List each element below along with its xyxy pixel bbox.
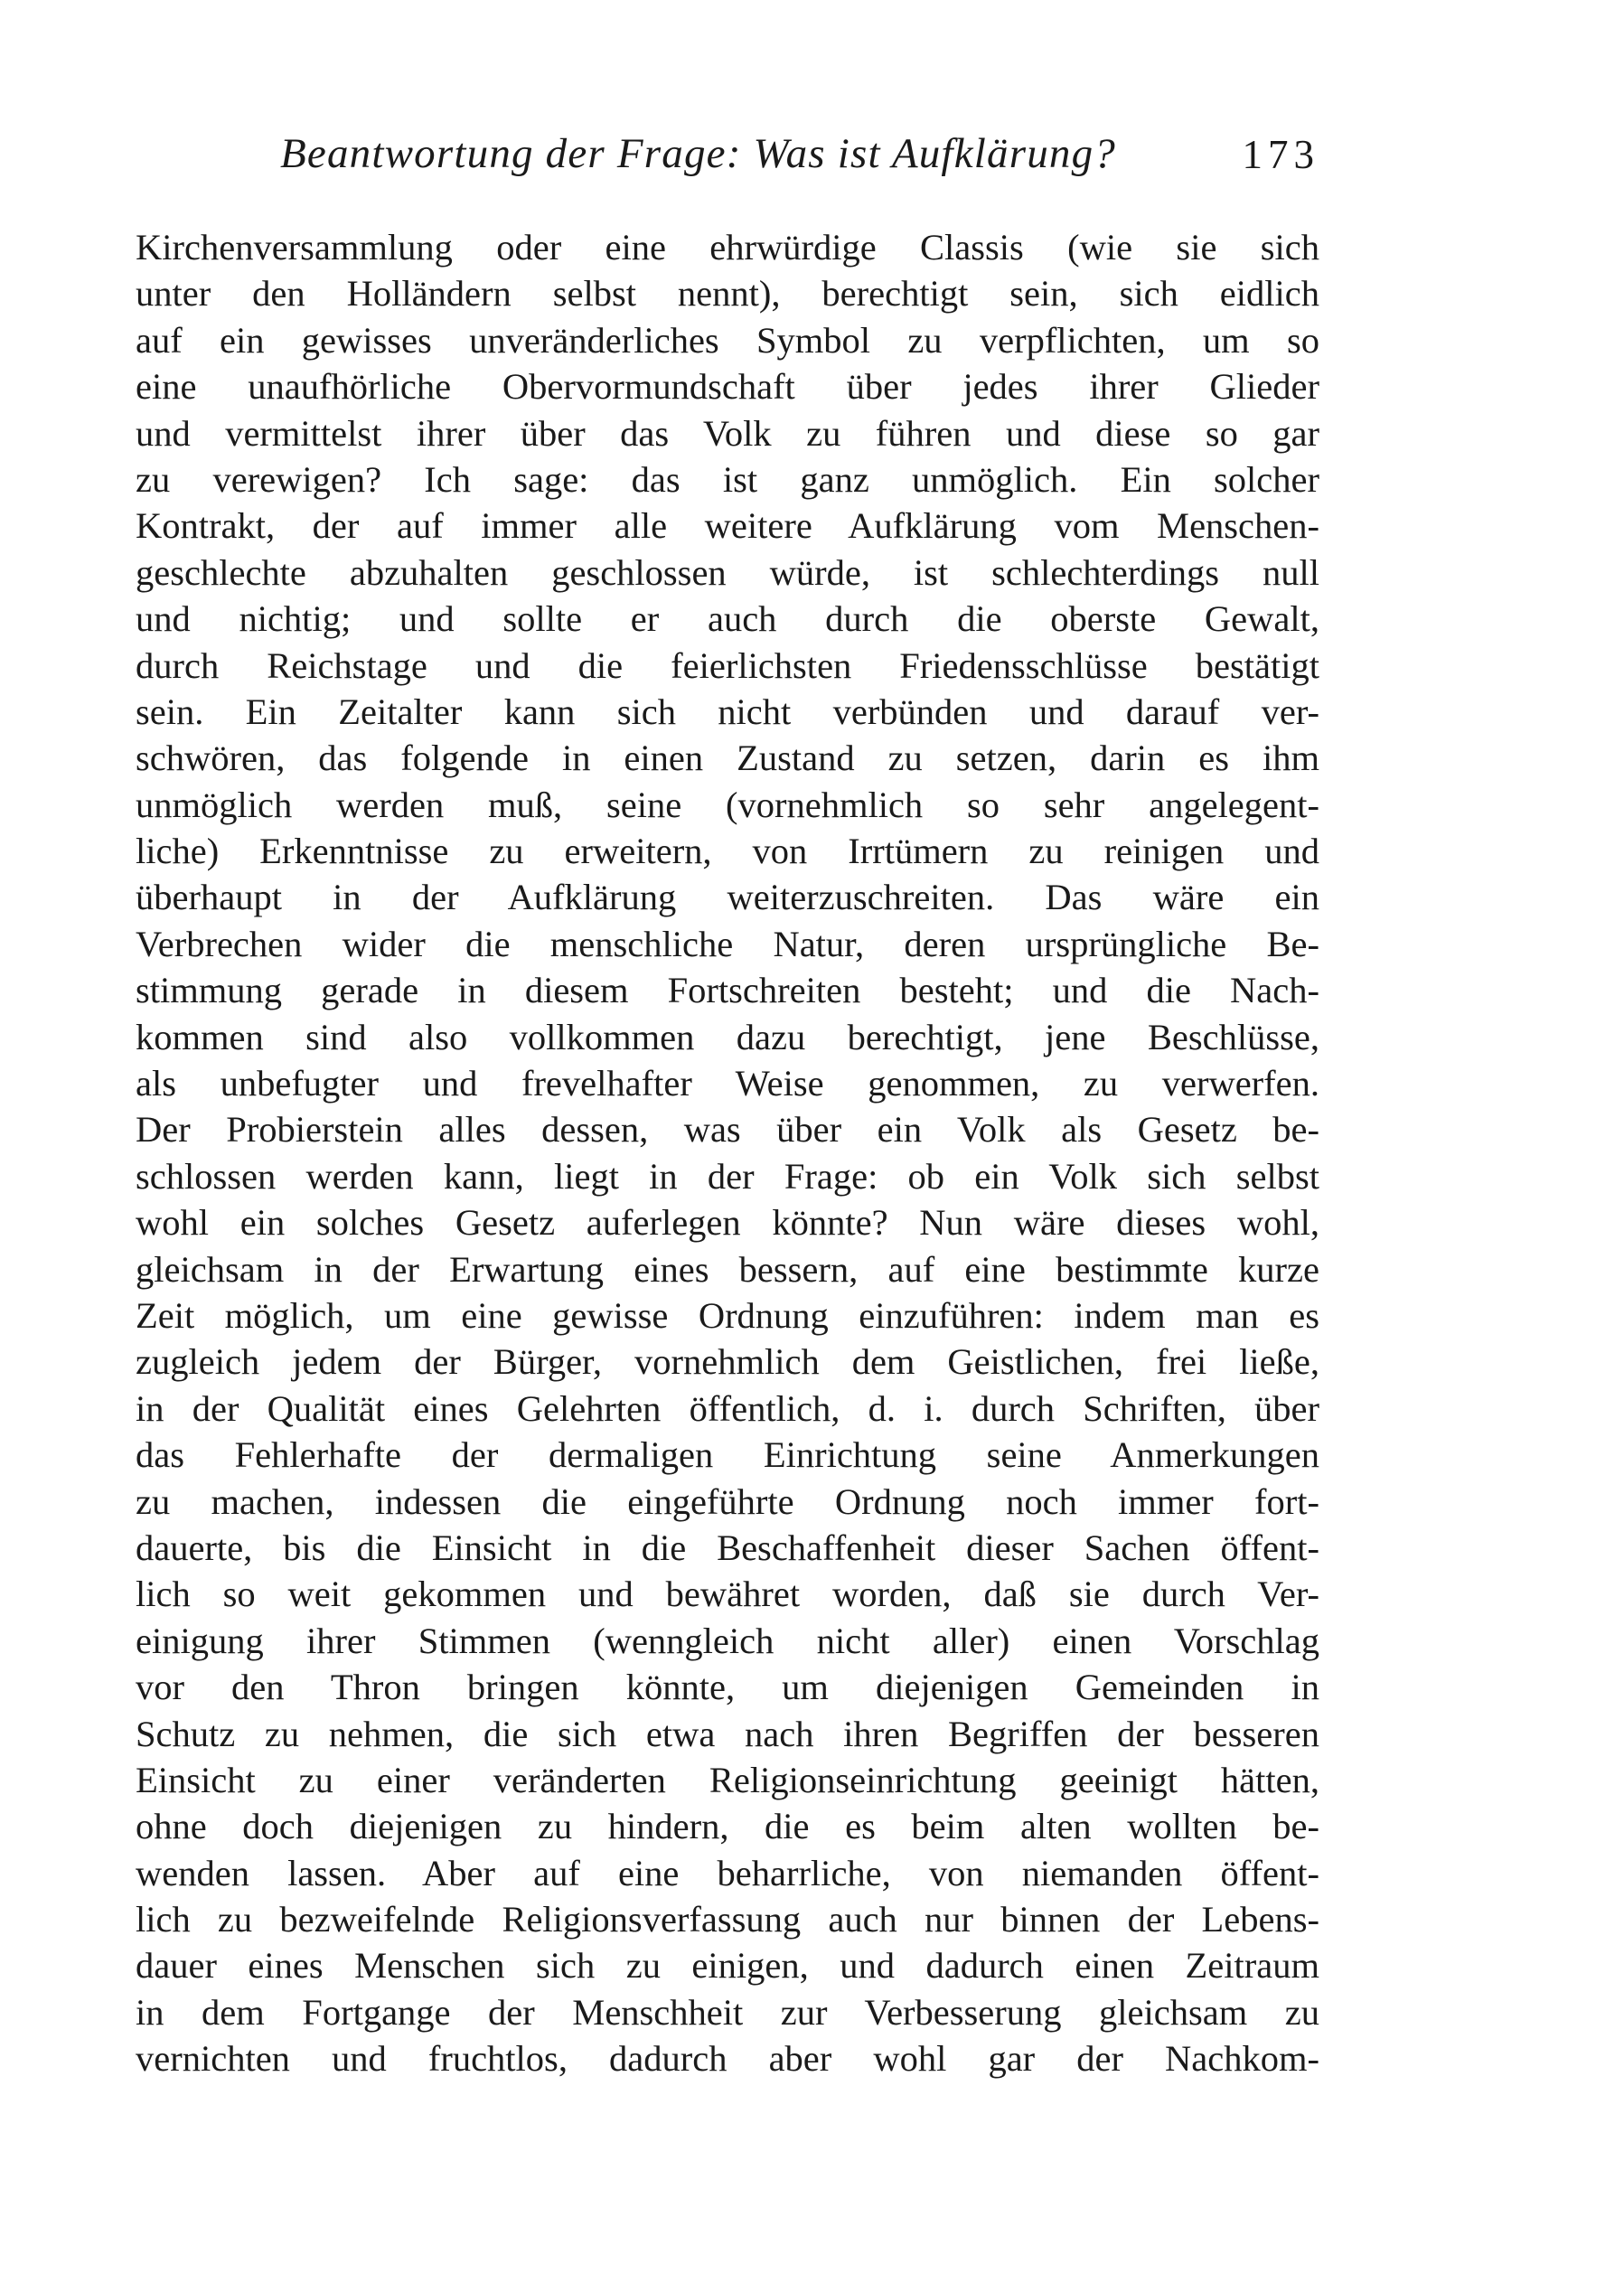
text-line: vor den Thron bringen könnte, um diejenigen Gemeinden in [136, 1667, 1319, 1708]
text-line: das Fehlerhafte der dermaligen Einrichtung seine Anmerkungen [136, 1434, 1319, 1476]
text-line: Kirchenversammlung oder eine ehrwürdige Classis (wie sie sich [136, 227, 1319, 268]
running-title: Beantwortung der Frage: Was ist Aufklärung? [280, 130, 1117, 177]
text-line: in der Qualität eines Gelehrten öffentlich, d. i. durch Schriften, über [136, 1387, 1319, 1429]
text-line: als unbefugter und frevelhafter Weise genommen, zu verwerfen. [136, 1063, 1319, 1104]
text-line: zugleich jedem der Bürger, vornehmlich dem Geistlichen, frei ließe, [136, 1341, 1319, 1383]
text-line: und nichtig; und sollte er auch durch die oberste Gewalt, [136, 598, 1319, 640]
text-line: Zeit möglich, um eine gewisse Ordnung einzuführen: indem man es [136, 1294, 1319, 1336]
text-line: Der Probierstein alles dessen, was über ein Volk als Gesetz be- [136, 1109, 1319, 1151]
text-line: kommen sind also vollkommen dazu berechtigt, jene Beschlüsse, [136, 1016, 1319, 1057]
text-line: unmöglich werden muß, seine (vornehmlich so sehr angelegent- [136, 784, 1319, 825]
text-line: liche) Erkenntnisse zu erweitern, von Irrtümern zu reinigen und [136, 831, 1319, 872]
text-line: dauer eines Menschen sich zu einigen, und dadurch einen Zeitraum [136, 1945, 1319, 1987]
text-line: Einsicht zu einer veränderten Religionseinrichtung geeinigt hätten, [136, 1759, 1319, 1800]
page-number: 173 [1242, 132, 1319, 177]
text-line: vernichten und fruchtlos, dadurch aber wohl gar der Nachkom- [136, 2038, 1319, 2080]
text-line: dauerte, bis die Einsicht in die Beschaffenheit dieser Sachen öffent- [136, 1527, 1319, 1568]
text-line: in dem Fortgange der Menschheit zur Verbesserung gleichsam zu [136, 1991, 1319, 2033]
text-line: Verbrechen wider die menschliche Natur, deren ursprüngliche Be- [136, 923, 1319, 964]
text-line: auf ein gewisses unveränderliches Symbol zu verpflichten, um so [136, 319, 1319, 361]
text-line: Kontrakt, der auf immer alle weitere Aufklärung vom Menschen- [136, 505, 1319, 547]
text-line: wenden lassen. Aber auf eine beharrliche, von niemanden öffent- [136, 1852, 1319, 1893]
text-line: zu verewigen? Ich sage: das ist ganz unmöglich. Ein solcher [136, 458, 1319, 500]
text-line: einigung ihrer Stimmen (wenngleich nicht aller) einen Vorschlag [136, 1620, 1319, 1661]
text-line: lich so weit gekommen und bewähret worden, daß sie durch Ver- [136, 1574, 1319, 1615]
text-line: und vermittelst ihrer über das Volk zu führen und diese so gar [136, 412, 1319, 454]
body-text [136, 224, 1319, 2082]
text-line: durch Reichstage und die feierlichsten Friedensschlüsse bestätigt [136, 644, 1319, 686]
text-line: unter den Holländern selbst nennt), berechtigt sein, sich eidlich [136, 273, 1319, 315]
text-line: eine unaufhörliche Obervormundschaft über jedes ihrer Glieder [136, 366, 1319, 408]
text-line: gleichsam in der Erwartung eines bessern, auf eine bestimmte kurze [136, 1248, 1319, 1290]
running-header [136, 129, 1319, 183]
text-line: wohl ein solches Gesetz auferlegen könnte? Nun wäre dieses wohl, [136, 1202, 1319, 1244]
text-line: schwören, das folgende in einen Zustand zu setzen, darin es ihm [136, 738, 1319, 779]
text-line: Schutz zu nehmen, die sich etwa nach ihren Begriffen der besseren [136, 1713, 1319, 1754]
text-line: überhaupt in der Aufklärung weiterzuschreiten. Das wäre ein [136, 877, 1319, 918]
text-line: zu machen, indessen die eingeführte Ordnung noch immer fort- [136, 1480, 1319, 1522]
text-line: ohne doch diejenigen zu hindern, die es beim alten wollten be- [136, 1806, 1319, 1847]
text-line: geschlechte abzuhalten geschlossen würde, ist schlechterdings null [136, 551, 1319, 593]
text-line: schlossen werden kann, liegt in der Frage: ob ein Volk sich selbst [136, 1155, 1319, 1197]
text-line: lich zu bezweifelnde Religionsverfassung auch nur binnen der Lebens- [136, 1899, 1319, 1940]
text-line: sein. Ein Zeitalter kann sich nicht verbünden und darauf ver- [136, 691, 1319, 732]
text-line: stimmung gerade in diesem Fortschreiten besteht; und die Nach- [136, 970, 1319, 1011]
